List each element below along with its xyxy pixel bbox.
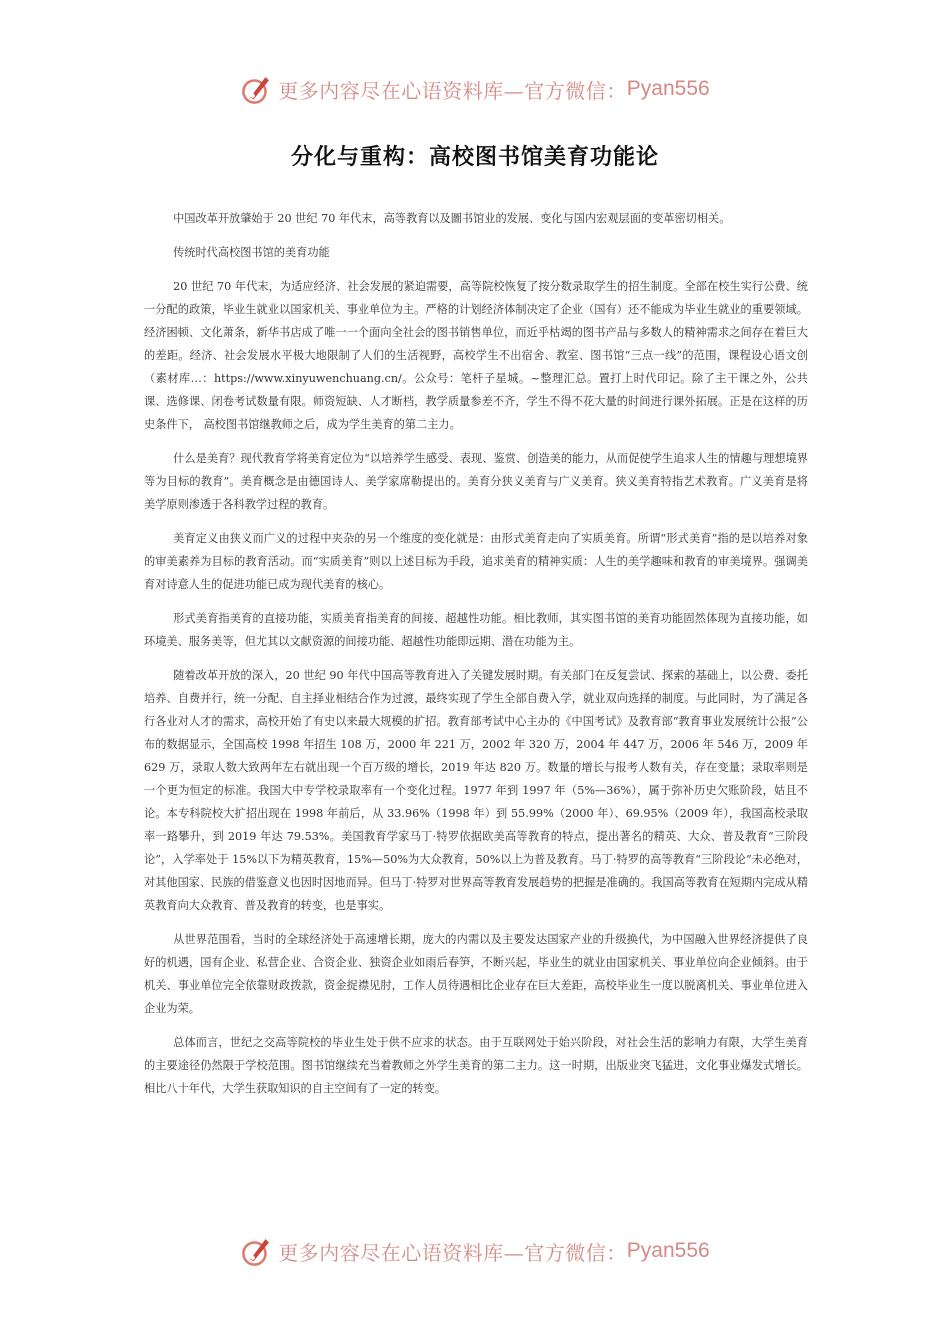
page-title: 分化与重构：高校图书馆美育功能论 xyxy=(290,145,659,170)
wechat-id: Pyan556 xyxy=(626,77,710,100)
paragraph-intro: 中国改革开放肇始于 20 世纪 70 年代末，高等教育以及圖书馆业的发展、变化与国内宏观层面的变革密切相关。 xyxy=(173,212,731,225)
paragraph: 20 世纪 70 年代末，为适应经济、社会发展的紧迫需要，高等院校恢复了按分数录取学生的招生制度。全部在校生实行公费、统一分配的政策，毕业生就业以国家机关、事业单位为主。严格的计划经济体制决定了企业（国有）还不能成为毕业生就业的重要领域。经济困顿、文化萧条，新华书店成了唯一一个面向全社会的图书销售单位，而近乎枯竭的图书产品与多数人的精神需求之间存在着巨大的差距。经济、社会发展水平极大地限制了人们的生活视野，高校学生不出宿舍、教室、图书馆“三点一线”的范围，课程设心语文创（素材库…：https://www.xinyuwenchuang.cn/。公众号：笔杆子星城。~整理汇总。置打上时代印记。除了主干课之外，公共课、选修课、闭卷考试数量有限。师资短缺、人才断档，教学质量参差不齐，学生不得不花大量的时间进行课外拓展。正是在这样的历史条件下， 高校图书馆继教师之后，成为学生美育的第二主力。 xyxy=(144,280,808,431)
footer-banner xyxy=(0,1234,950,1268)
section-heading: 传统时代高校图书馆的美育功能 xyxy=(173,246,330,259)
wechat-id: Pyan556 xyxy=(626,1239,710,1262)
article-body xyxy=(144,207,808,1111)
paragraph: 从世界范围看，当时的全球经济处于高速增长期，庞大的内需以及主要发达国家产业的升级换代，为中国融入世界经济提供了良好的机遇，国有企业、私营企业、合资企业、独资企业如雨后春笋，不断兴起，毕业生的就业由国家机关、事业单位向企业倾斜。由于机关、事业单位完全依靠财政拨款，资金捉襟见肘，工作人员待遇相比企业存在巨大差距，高校毕业生一度以脱离机关、事业单位进入企业为荣。 xyxy=(144,933,808,1015)
paragraph: 形式美育指美育的直接功能，实质美育指美育的间接、超越性功能。相比教师，其实图书馆的美育功能固然体现为直接功能，如环境美、服务美等，但尤其以文献资源的间接功能、超越性功能即远期、潜在功能为主。 xyxy=(144,612,808,648)
paragraph: 美育定义由狭义而广义的过程中夹杂的另一个维度的变化就是：由形式美育走向了实质美育。所谓“形式美育”指的是以培养对象的审美素养为目标的教育活动。而“实质美育”则以上述目标为手段，追求美育的精神实质：人生的美学趣味和教育的审美境界。强调美育对诗意人生的促进功能已成为现代美育的核心。 xyxy=(144,532,808,591)
paragraph: 总体而言，世纪之交高等院校的毕业生处于供不应求的状态。由于互联网处于始兴阶段，对社会生活的影响力有限，大学生美育的主要途径仍然限于学校范围。图书馆继续充当着教师之外学生美育的第二主力。这一时期，出版业突飞猛进，文化事业爆发式增长。相比八十年代，大学生获取知识的自主空间有了一定的转变。 xyxy=(144,1036,808,1095)
pen-nib-logo-icon xyxy=(240,1234,274,1268)
pen-nib-logo-icon xyxy=(240,72,274,106)
banner-text: 更多内容尽在心语资料库—官方微信： xyxy=(278,78,627,103)
header-banner xyxy=(0,72,950,106)
paragraph: 什么是美育？现代教育学将美育定位为“以培养学生感受、表现、鉴赏、创造美的能力，从而促使学生追求人生的情趣与理想境界等为目标的教育”。美育概念是由德国诗人、美学家席勒提出的。美育分狭义美育与广义美育。狭义美育特指艺术教育。广义美育是将美学原则渗透于各科教学过程的教育。 xyxy=(144,452,808,511)
paragraph: 随着改革开放的深入，20 世纪 90 年代中国高等教育进入了关键发展时期。有关部门在反复尝试、探索的基础上，以公费、委托培养、自费并行，统一分配、自主择业相结合作为过渡，最终实现了学生全部自费入学，就业双向选择的制度。与此同时，为了满足各行各业对人才的需求，高校开始了有史以来最大规模的扩招。教育部考试中心主办的《中国考试》及教育部“教育事业发展统计公报”公布的数据显示，全国高校 1998 年招生 108 万，2000 年 221 万，2002 年 320 万，2004 年 447 万，2006 年 546 万，2009 年 629 万，录取人数大致两年左右就出现一个百万级的增长，2019 年达 820 万。数量的增长与报考人数有关，存在变量；录取率则是一个更为恒定的标准。我国大中专学校录取率有一个变化过程。1977 年到 1997 年（5%—36%），属于弥补历史欠账阶段，姑且不论。本专科院校大扩招出现在 1998 年前后，从 33.96%（1998 年）到 55.99%（2000 年）、69.95%（2009 年），我国高校录取率一路攀升，到 2019 年达 79.53%。美国教育学家马丁·特罗依据欧美高等教育的特点，提出著名的精英、大众、普及教育“三阶段论”，入学率处于 15%以下为精英教育，15%—50%为大众教育，50%以上为普及教育。马丁·特罗的高等教育“三阶段论”未必绝对，对其他国家、民族的借鉴意义也因时因地而异。但马丁·特罗对世界高等教育发展趋势的把握是准确的。我国高等教育在短期内完成从精英教育向大众教育、普及教育的转变，也是事实。 xyxy=(144,669,808,912)
banner-text: 更多内容尽在心语资料库—官方微信： xyxy=(278,1240,627,1265)
